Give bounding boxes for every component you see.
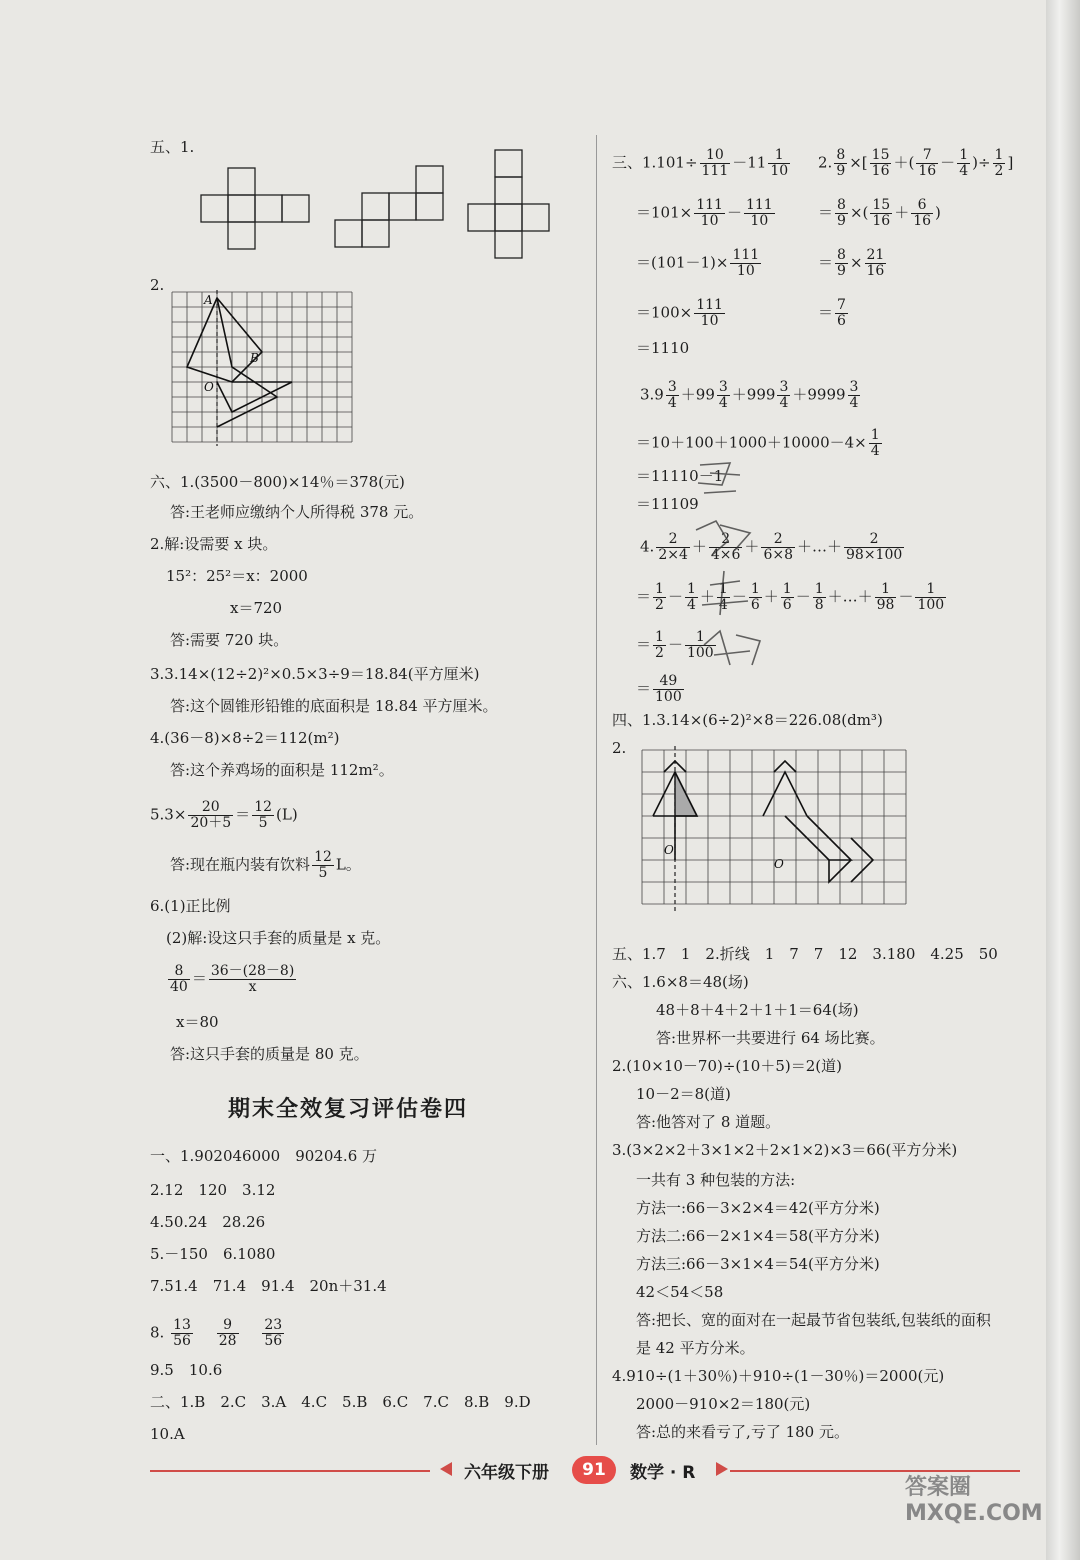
watermark-logo: 答案圈 MXQE.COM [905,1475,1043,1526]
fraction: $\frac{21}{16}$ [866,247,885,279]
fraction: $\frac{9}{28}$ [218,1317,237,1349]
fraction: $\frac{1}{4}$ [686,581,696,613]
liu-6-1: 6.(1)正比例 [150,897,231,915]
liu-1-answer: 答:世界杯一共要进行 64 场比赛。 [656,1029,885,1047]
si-1: 四、1.3.14×(6÷2)²×8＝226.08(dm³) [612,711,883,729]
fraction: $\frac{111}{10}$ [745,197,773,229]
grid-figure-left [170,290,356,446]
liu-1: 六、1.6×8＝48(场) [612,973,749,991]
fraction: $\frac{1}{2}$ [994,147,1004,179]
san-3-line4: ＝11109 [636,495,699,513]
liu-6-x: x＝80 [176,1013,219,1031]
handwriting-scribble [690,455,770,695]
san-3: 3.9 $\frac{3}{4}$ ＋99 $\frac{3}{4}$ ＋999 $\frac{3}{4}$ ＋9999 $\frac{3}{4}$ [640,379,859,411]
cube-nets-figure [195,140,555,265]
liu-3-d: 方法二:66－2×1×4＝58(平方分米) [636,1227,880,1245]
san-4-line4: ＝ $\frac{49}{100}$ [636,673,682,705]
fraction: $\frac{20}{20+5}$ [190,799,232,831]
liu-2-b: 10－2＝8(道) [636,1085,731,1103]
liu-3-c: 方法一:66－3×2×4＝42(平方分米) [636,1199,880,1217]
fraction: $\frac{12}{5}$ [254,799,273,831]
fraction: $\frac{111}{10}$ [696,197,723,229]
san-2-line4: ＝ $\frac{7}{6}$ [818,297,846,329]
liu-3-b: 一共有 3 种包装的方法: [636,1171,796,1189]
wu-2-label: 2. [150,276,165,294]
fraction: $\frac{10}{111}$ [701,147,729,179]
wu-1-label: 五、1. [150,138,195,156]
san-1: 三、1.101÷ $\frac{10}{111}$ －11 $\frac{1}{10}$ [612,147,789,179]
liu-6-answer: 答:这只手套的质量是 80 克。 [170,1045,369,1063]
grid-figure-right [638,746,910,914]
san-1-line5: ＝1110 [636,339,690,357]
fraction: $\frac{3}{4}$ [779,379,789,411]
er-1: 二、1.B 2.C 3.A 4.C 5.B 6.C 7.C 8.B 9.D [150,1393,531,1411]
fraction: $\frac{1}{100}$ [686,629,714,661]
liu-2-answer: 答:需要 720 块。 [170,631,289,649]
liu-2-equation: 15²：25²＝x：2000 [166,567,308,585]
fraction: $\frac{15}{16}$ [872,197,891,229]
fraction: $\frac{1}{2}$ [655,581,664,613]
fraction: $\frac{6}{16}$ [913,197,932,229]
fraction: $\frac{36-(28-8)}{x}$ [210,963,295,995]
fraction: $\frac{3}{4}$ [849,379,859,411]
grid-label-o2: O [774,857,784,871]
liu-1: 六、1.(3500－800)×14％＝378(元) [150,473,405,491]
liu-2-x: x＝720 [230,599,283,617]
fraction: $\frac{3}{4}$ [667,379,677,411]
fraction: $\frac{7}{6}$ [837,297,846,329]
liu-3-answer-2: 是 42 平方分米。 [636,1339,755,1357]
liu-4-b: 2000－910×2＝180(元) [636,1395,811,1413]
fraction: $\frac{2}{98\times 100}$ [846,531,903,563]
fraction: $\frac{2}{6\times 8}$ [763,531,793,563]
san-1-line2: ＝101× $\frac{111}{10}$ － $\frac{111}{10}$ [636,197,773,229]
grid-label-b: B [250,351,259,365]
fraction: $\frac{3}{4}$ [718,379,728,411]
fraction: $\frac{1}{4}$ [870,427,880,459]
liu-3-f: 42＜54＜58 [636,1283,724,1301]
san-2: 2. $\frac{8}{9}$ ×[ $\frac{15}{16}$ ＋( $\frac{7}{16}$ － $\frac{1}{4}$ )÷ $\frac{1}{2}$ ] [818,147,1014,179]
san-4-line2: ＝ $\frac{1}{2}$ － $\frac{1}{4}$ ＋ $\frac{1}{4}$ － $\frac{1}{6}$ ＋ $\frac{1}{6}$ － $\frac{1}{8}$ ＋…＋ $\frac{1}{98}$ － $\frac{1}{100}$ [636,581,945,613]
er-10: 10.A [150,1425,185,1443]
page-number: 91 [572,1456,616,1484]
footer-line-left [150,1470,430,1472]
footer-arrow-right [716,1462,728,1476]
liu-3-answer-1: 答:把长、宽的面对在一起最节省包装纸,包装纸的面积 [636,1311,991,1329]
san-1-line3: ＝(101－1)× $\frac{111}{10}$ [636,247,760,279]
liu-2: 2.(10×10－70)÷(10＋5)＝2(道) [612,1057,842,1075]
liu-3: 3.(3×2×2＋3×1×2＋2×1×2)×3＝66(平方分米) [612,1141,958,1159]
liu-4-answer: 答:这个养鸡场的面积是 112m²。 [170,761,394,779]
liu-3: 3.3.14×(12÷2)²×0.5×3÷9＝18.84(平方厘米) [150,665,480,683]
liu-6-2: (2)解:设这只手套的质量是 x 克。 [166,929,391,947]
fraction: $\frac{49}{100}$ [655,673,682,705]
liu-2-answer: 答:他答对了 8 道题。 [636,1113,781,1131]
san-3-line3: ＝11110－1 [636,467,724,485]
yi-2: 2.12 120 3.12 [150,1181,276,1199]
fraction: $\frac{8}{9}$ [837,247,846,279]
si-2-label: 2. [612,739,627,757]
liu-6-equation: $\frac{8}{40}$ ＝ $\frac{36-(28-8)}{x}$ [170,963,295,995]
yi-5: 5.－150 6.1080 [150,1245,276,1263]
liu-2: 2.解:设需要 x 块。 [150,535,278,553]
footer-subject: 数学 · R [630,1463,696,1483]
wu-answers: 五、1.7 1 2.折线 1 7 7 12 3.180 4.25 50 [612,945,998,963]
fraction: $\frac{23}{56}$ [264,1317,283,1349]
section-title: 期末全效复习评估卷四 [228,1097,469,1122]
liu-5-answer: 答:现在瓶内装有饮料 $\frac{12}{5}$ L。 [170,849,361,881]
liu-1-answer: 答:王老师应缴纳个人所得税 378 元。 [170,503,424,521]
fraction: $\frac{1}{4}$ [718,581,728,613]
footer-arrow-left [440,1462,452,1476]
fraction: $\frac{111}{10}$ [696,297,723,329]
yi-7: 7.51.4 71.4 91.4 20n＋31.4 [150,1277,387,1295]
footer-grade: 六年级下册 [464,1463,549,1483]
fraction: $\frac{1}{10}$ [770,147,789,179]
grid-label-a: A [204,293,213,307]
liu-4: 4.(36－8)×8÷2＝112(m²) [150,729,340,747]
fraction: $\frac{1}{100}$ [917,581,945,613]
liu-3-e: 方法三:66－3×1×4＝54(平方分米) [636,1255,880,1273]
yi-8: 8. $\frac{13}{56}$ $\frac{9}{28}$ $\frac{23}{56}$ [150,1317,283,1349]
grid-label-o1: O [664,843,674,857]
san-4: 4. $\frac{2}{2\times 4}$ ＋ $\frac{2}{4\times 6}$ ＋ $\frac{2}{6\times 8}$ ＋…＋ $\frac{2}{98\times 100}$ [640,531,903,563]
liu-3-answer: 答:这个圆锥形铅锥的底面积是 18.84 平方厘米。 [170,697,498,715]
fraction: $\frac{15}{16}$ [871,147,890,179]
fraction: $\frac{8}{40}$ [170,963,188,995]
fraction: $\frac{2}{2\times 4}$ [658,531,688,563]
fraction: $\frac{13}{56}$ [173,1317,191,1349]
yi-9: 9.5 10.6 [150,1361,223,1379]
fraction: $\frac{8}{9}$ [837,197,846,229]
grid-label-o: O [204,380,214,394]
fraction: $\frac{1}{4}$ [959,147,969,179]
fraction: $\frac{1}{8}$ [814,581,824,613]
san-2-line3: ＝ $\frac{8}{9}$ × $\frac{21}{16}$ [818,247,885,279]
yi-4: 4.50.24 28.26 [150,1213,266,1231]
san-4-line3: ＝ $\frac{1}{2}$ － $\frac{1}{100}$ [636,629,714,661]
liu-4: 4.910÷(1＋30％)＋910÷(1－30％)＝2000(元) [612,1367,945,1385]
right-column [600,0,1060,1470]
san-3-line2: ＝10＋100＋1000＋10000－4× $\frac{1}{4}$ [636,427,880,459]
yi-1: 一、1.902046000 90204.6 万 [150,1147,377,1165]
liu-1-b: 48＋8＋4＋2＋1＋1＝64(场) [656,1001,859,1019]
san-1-line4: ＝100× $\frac{111}{10}$ [636,297,723,329]
fraction: $\frac{1}{2}$ [655,629,664,661]
fraction: $\frac{1}{6}$ [750,581,760,613]
san-2-line2: ＝ $\frac{8}{9}$ ×( $\frac{15}{16}$ ＋ $\frac{6}{16}$ ) [818,197,941,229]
fraction: $\frac{111}{10}$ [732,247,760,279]
liu-4-answer: 答:总的来看亏了,亏了 180 元。 [636,1423,849,1441]
fraction: $\frac{2}{4\times 6}$ [710,531,741,563]
fraction: $\frac{8}{9}$ [836,147,846,179]
fraction: $\frac{7}{16}$ [918,147,937,179]
liu-5: 5.3× $\frac{20}{20+5}$ ＝ $\frac{12}{5}$ (L) [150,799,298,831]
fraction: $\frac{12}{5}$ [314,849,332,881]
fraction: $\frac{1}{6}$ [782,581,792,613]
fraction: $\frac{1}{98}$ [876,581,895,613]
